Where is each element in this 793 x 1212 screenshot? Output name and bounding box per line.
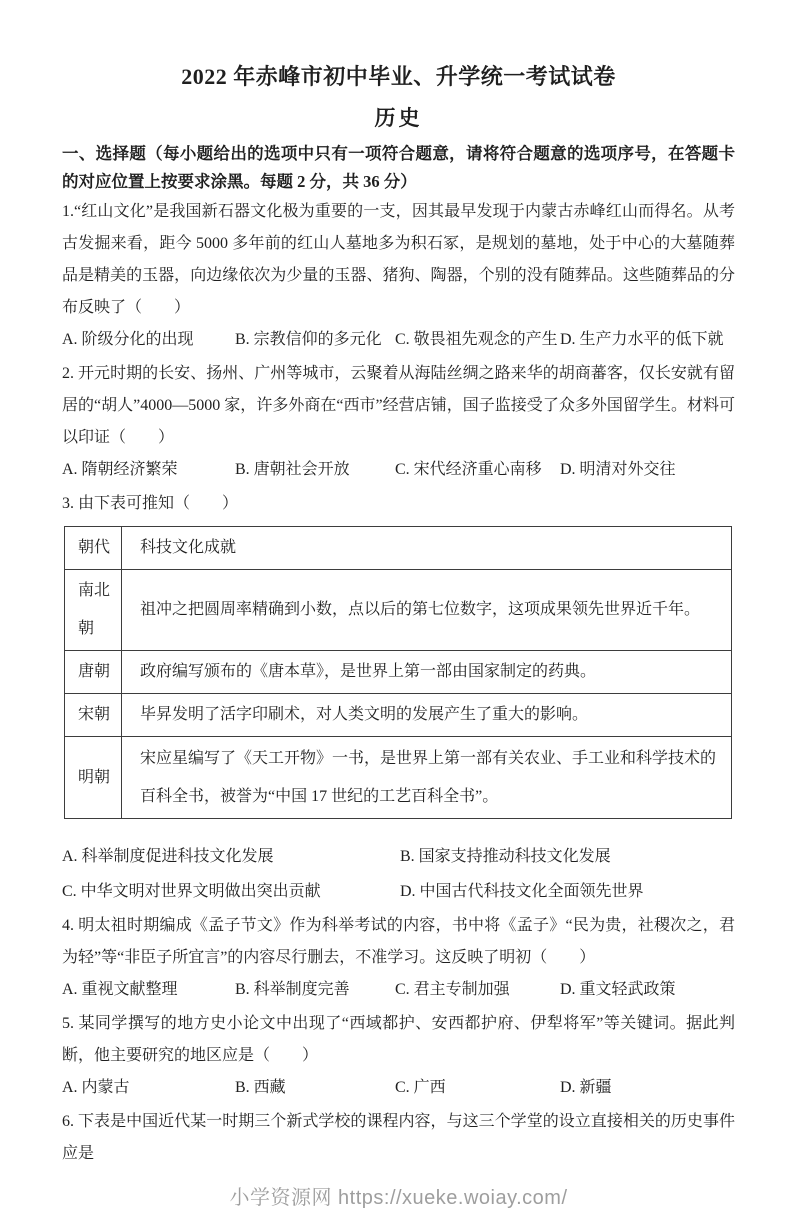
table-row xyxy=(65,570,732,651)
question-5-stem: 5. 某同学撰写的地方史小论文中出现了“西域都护、安西都护府、伊犁将军”等关键词。据此判断，他主要研究的地区应是（ ） xyxy=(62,1015,735,1064)
question-1-option-b: B. 宗教信仰的多元化 xyxy=(235,331,382,348)
question-3-option-b: B. 国家支持推动科技文化发展 xyxy=(400,848,611,865)
table-header-row xyxy=(65,527,732,570)
question-3-option-d: D. 中国古代科技文化全面领先世界 xyxy=(400,883,644,900)
table-cell-dynasty: 唐朝 xyxy=(65,651,122,694)
question-6-stem: 6. 下表是中国近代某一时期三个新式学校的课程内容，与这三个学堂的设立直接相关的历史事件应是 xyxy=(62,1113,735,1162)
question-2-option-b: B. 唐朝社会开放 xyxy=(235,461,350,478)
question-5-option-d: D. 新疆 xyxy=(560,1079,612,1096)
question-2-stem: 2. 开元时期的长安、扬州、广州等城市，云聚着从海陆丝绸之路来华的胡商蕃客，仅长安就有留居的“胡人”4000—5000 家，许多外商在“西市”经营店铺，国子监接受了众多外国留学生。材料可以印证（ ） xyxy=(62,365,735,446)
question-3 xyxy=(62,488,735,908)
table-row xyxy=(65,694,732,737)
question-4-stem: 4. 明太祖时期编成《孟子节文》作为科举考试的内容，书中将《孟子》“民为贵，社稷次之，君为轻”等“非臣子所宜言”的内容尽行删去，不准学习。这反映了明初（ ） xyxy=(62,917,735,966)
page-title: 2022 年赤峰市初中毕业、升学统一考试试卷 xyxy=(181,64,616,89)
question-2 xyxy=(62,358,735,486)
question-4-option-a: A. 重视文献整理 xyxy=(62,981,178,998)
table-row xyxy=(65,651,732,694)
question-1-option-a: A. 阶级分化的出现 xyxy=(62,331,194,348)
question-5 xyxy=(62,1008,735,1104)
question-3-option-c: C. 中华文明对世界文明做出突出贡献 xyxy=(62,883,321,900)
question-1-option-d: D. 生产力水平的低下就 xyxy=(560,331,724,348)
question-4-option-b: B. 科举制度完善 xyxy=(235,981,350,998)
question-1 xyxy=(62,196,735,356)
question-1-option-c: C. 敬畏祖先观念的产生 xyxy=(395,331,558,348)
dynasty-achievements-table xyxy=(64,526,732,819)
subject-title: 历史 xyxy=(374,106,423,130)
table-cell-achievement: 祖冲之把圆周率精确到小数，点以后的第七位数字，这项成果领先世界近千年。 xyxy=(122,570,732,651)
question-3-options xyxy=(62,841,735,908)
question-3-option-a: A. 科举制度促进科技文化发展 xyxy=(62,848,274,865)
table-header-achievement: 科技文化成就 xyxy=(122,527,732,570)
question-2-options xyxy=(62,454,735,486)
question-1-options xyxy=(62,324,735,356)
table-cell-achievement: 政府编写颁布的《唐本草》，是世界上第一部由国家制定的药典。 xyxy=(122,651,732,694)
question-5-options xyxy=(62,1072,735,1104)
question-5-option-c: C. 广西 xyxy=(395,1079,446,1096)
question-4-option-c: C. 君主专制加强 xyxy=(395,981,510,998)
question-4 xyxy=(62,910,735,1006)
question-2-option-d: D. 明清对外交往 xyxy=(560,461,676,478)
table-cell-dynasty: 宋朝 xyxy=(65,694,122,737)
footer-watermark: 小学资源网 https://xueke.woiay.com/ xyxy=(229,1187,568,1209)
question-3-stem: 3. 由下表可推知（ ） xyxy=(62,495,239,512)
table-cell-dynasty: 南北朝 xyxy=(65,570,122,651)
question-2-option-c: C. 宋代经济重心南移 xyxy=(395,461,542,478)
section-heading: 一、选择题（每小题给出的选项中只有一项符合题意，请将符合题意的选项序号，在答题卡的对应位置上按要求涂黑。每题 2 分，共 36 分） xyxy=(62,144,735,191)
table-header-dynasty: 朝代 xyxy=(65,527,122,570)
question-5-option-b: B. 西藏 xyxy=(235,1079,286,1096)
table-cell-dynasty: 明朝 xyxy=(65,737,122,819)
table-cell-achievement: 毕昇发明了活字印刷术，对人类文明的发展产生了重大的影响。 xyxy=(122,694,732,737)
question-4-option-d: D. 重文轻武政策 xyxy=(560,981,676,998)
question-5-option-a: A. 内蒙古 xyxy=(62,1079,130,1096)
table-cell-achievement: 宋应星编写了《天工开物》一书，是世界上第一部有关农业、手工业和科学技术的百科全书，被誉为“中国 17 世纪的工艺百科全书”。 xyxy=(122,737,732,819)
question-2-option-a: A. 隋朝经济繁荣 xyxy=(62,461,178,478)
table-row xyxy=(65,737,732,819)
question-1-stem: 1.“红山文化”是我国新石器文化极为重要的一支，因其最早发现于内蒙古赤峰红山而得名。从考古发掘来看，距今 5000 多年前的红山人墓地多为积石冢，是规划的墓地，处于中心的大墓随葬品是精美的玉器，向边缘依次为少量的玉器、猪狗、陶器，个别的没有随葬品。这些随葬品的分布反映了（ ） xyxy=(62,203,735,316)
question-4-options xyxy=(62,974,735,1006)
question-6 xyxy=(62,1106,735,1170)
